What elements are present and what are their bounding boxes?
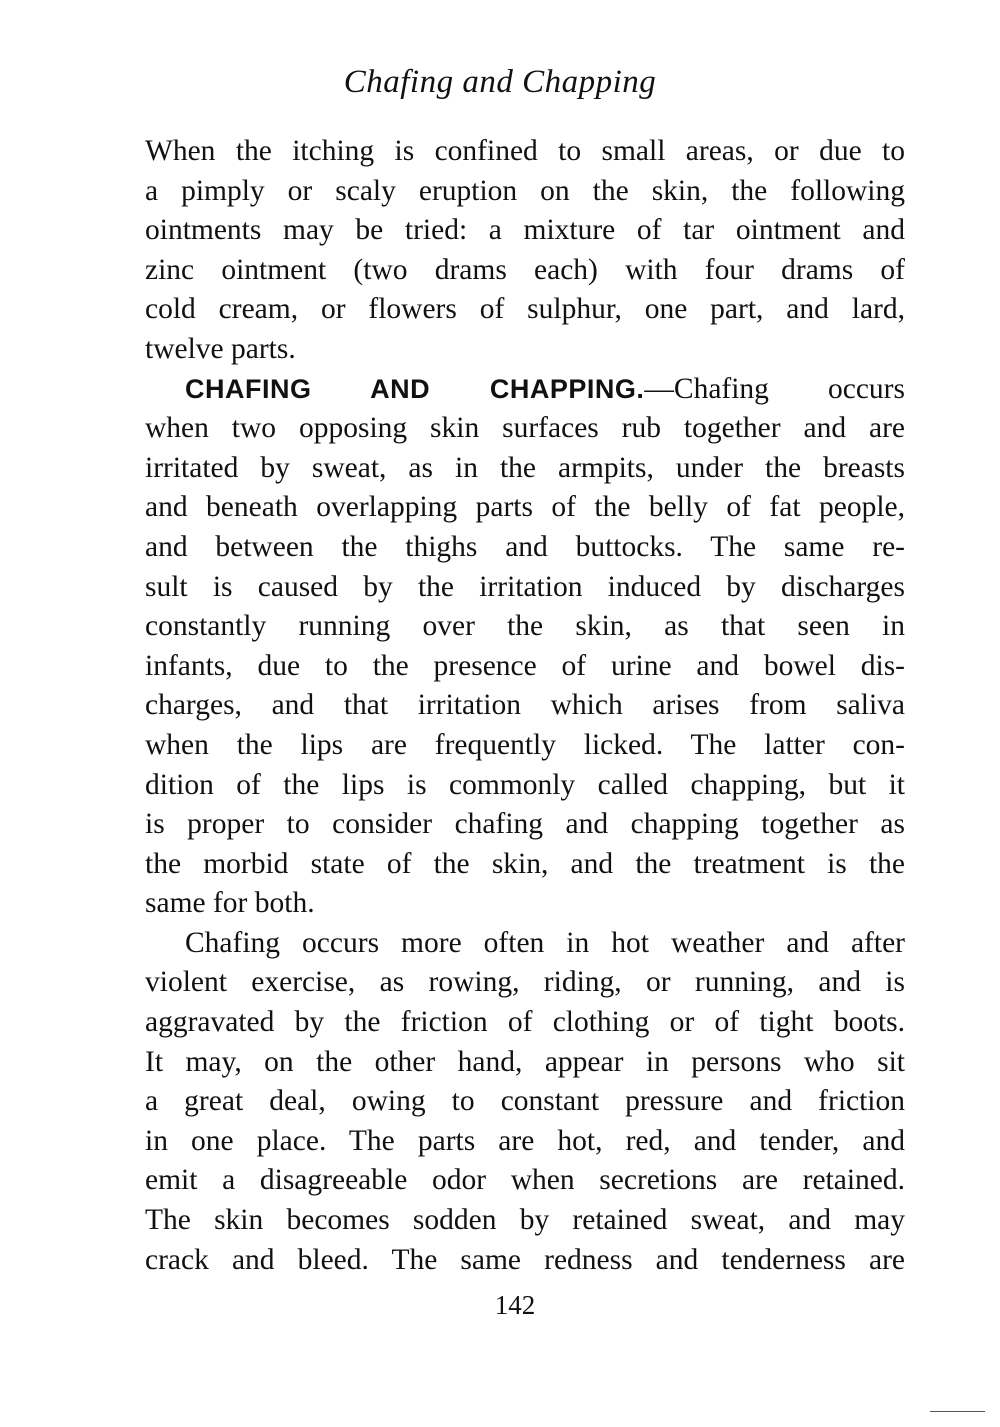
text-line [145, 330, 905, 370]
line-text: twelve parts. [145, 332, 296, 365]
text-line [145, 766, 905, 806]
corner-rule [930, 1411, 985, 1412]
text-line [145, 488, 905, 528]
line-text: —Chafing occurs [644, 372, 905, 405]
line-text: same for both. [145, 887, 315, 920]
line-text: when the lips are frequently licked. The latter con- [145, 728, 905, 761]
text-line [145, 1201, 905, 1241]
line-text: sult is caused by the irritation induced by discharges [145, 570, 905, 603]
line-text: ointments may be tried: a mixture of tar ointment and [145, 214, 905, 247]
line-text: violent exercise, as rowing, riding, or running, and is [145, 966, 905, 999]
text-line [145, 924, 905, 964]
line-text: when two opposing skin surfaces rub together and are [145, 412, 905, 445]
page-number: 142 [494, 1290, 536, 1320]
text-line [145, 963, 905, 1003]
line-text: cold cream, or flowers of sulphur, one part, and lard, [145, 293, 905, 326]
text-line [145, 607, 905, 647]
text-line [145, 1161, 905, 1201]
text-line [145, 686, 905, 726]
text-line [145, 172, 905, 212]
body-text [145, 132, 905, 1280]
text-line [145, 1003, 905, 1043]
line-text: aggravated by the friction of clothing or of tight boots. [145, 1006, 905, 1039]
line-text: and between the thighs and buttocks. The same re- [145, 530, 905, 563]
text-line [145, 251, 905, 291]
text-line [145, 211, 905, 251]
line-text: Chafing occurs more often in hot weather and after [185, 926, 905, 959]
text-line [145, 409, 905, 449]
section-heading: CHAFING AND CHAPPING. [185, 373, 645, 404]
running-header: Chafing and Chapping [343, 64, 657, 100]
text-line [145, 370, 905, 410]
text-line [145, 1082, 905, 1122]
line-text: irritated by sweat, as in the armpits, under the breasts [145, 451, 905, 484]
line-text: zinc ointment (two drams each) with four drams of [145, 253, 905, 286]
line-text: charges, and that irritation which arises from saliva [145, 689, 905, 722]
text-line [145, 290, 905, 330]
line-text: crack and bleed. The same redness and tenderness are [145, 1243, 905, 1276]
line-text: and beneath overlapping parts of the belly of fat people, [145, 491, 905, 524]
line-text: dition of the lips is commonly called chapping, but it [145, 768, 905, 801]
line-text: a great deal, owing to constant pressure and friction [145, 1085, 905, 1118]
line-text: is proper to consider chafing and chapping together as [145, 808, 905, 841]
text-line [145, 449, 905, 489]
line-text: infants, due to the presence of urine and bowel dis- [145, 649, 905, 682]
text-line [145, 1043, 905, 1083]
line-text: When the itching is confined to small areas, or due to [145, 135, 905, 167]
text-line [145, 884, 905, 924]
text-line [145, 1122, 905, 1162]
line-text: in one place. The parts are hot, red, and tender, and [145, 1124, 905, 1157]
text-line [145, 845, 905, 885]
line-text: the morbid state of the skin, and the treatment is the [145, 847, 905, 880]
text-line [145, 647, 905, 687]
line-text: constantly running over the skin, as that seen in [145, 610, 905, 643]
text-line [145, 568, 905, 608]
text-line [145, 1241, 905, 1281]
line-text: It may, on the other hand, appear in persons who sit [145, 1045, 905, 1078]
line-text: The skin becomes sodden by retained sweat, and may [145, 1204, 905, 1237]
line-text: a pimply or scaly eruption on the skin, the following [145, 174, 905, 207]
line-text: emit a disagreeable odor when secretions are retained. [145, 1164, 905, 1197]
text-line [145, 805, 905, 845]
text-line [145, 132, 905, 172]
text-line [145, 528, 905, 568]
text-line [145, 726, 905, 766]
